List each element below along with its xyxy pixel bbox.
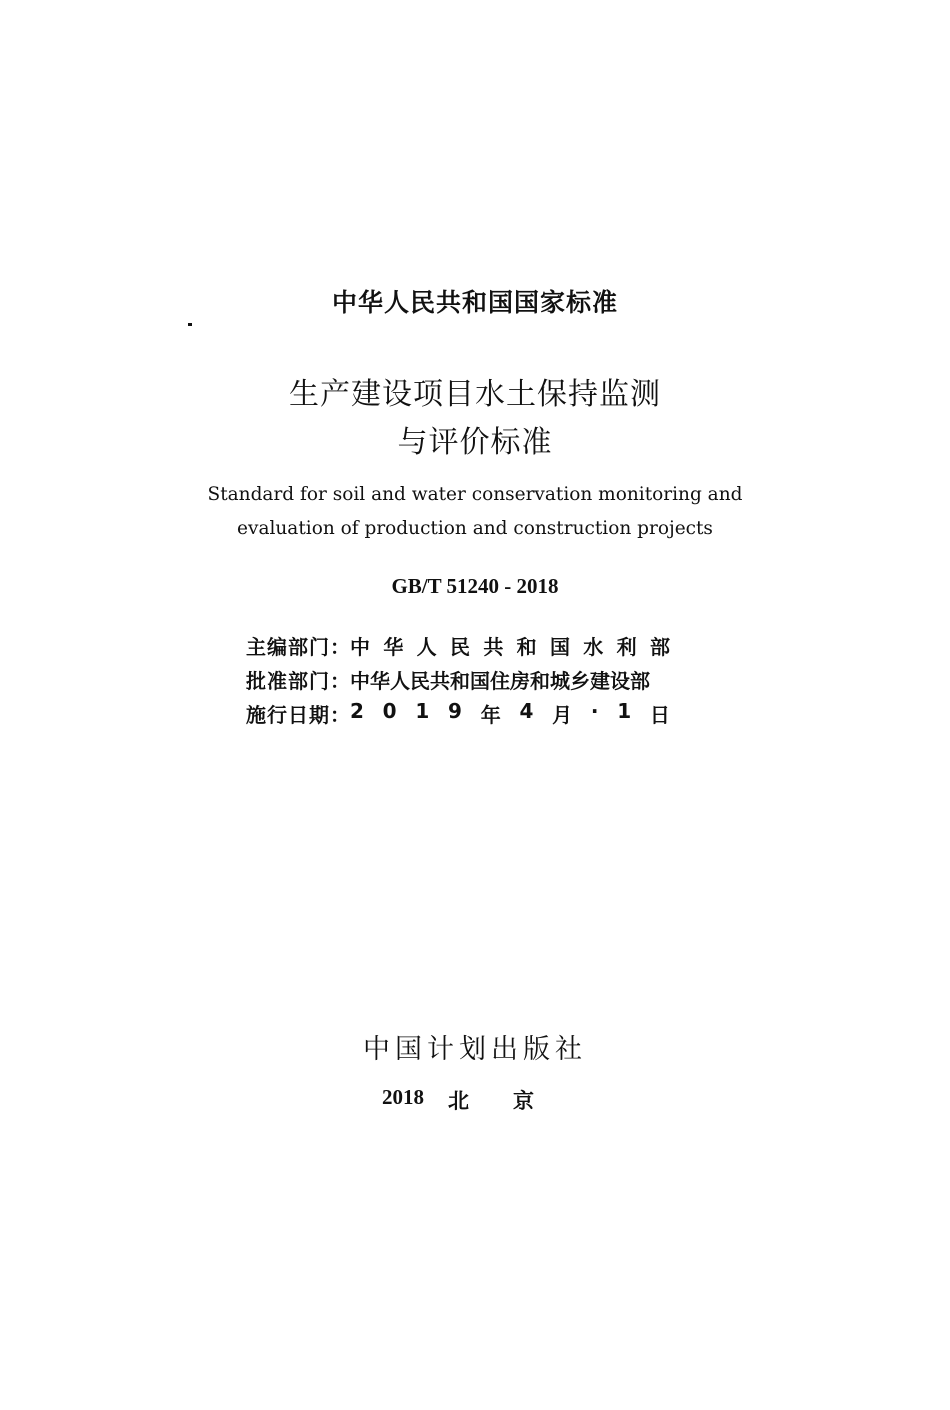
editor-char: 民	[449, 635, 470, 659]
editor-char: 共	[483, 635, 504, 659]
title-en-line-1: Standard for soil and water conservation monitoring and	[207, 484, 743, 505]
date-char: 1	[415, 699, 430, 723]
effective-date-row	[246, 699, 670, 727]
standard-type-heading: 中华人民共和国国家标准	[331, 288, 618, 317]
editor-char: 利	[616, 635, 637, 659]
effective-date-label: 施行日期：	[246, 703, 351, 727]
date-char: 1	[617, 699, 632, 723]
date-char: 年	[480, 703, 501, 727]
standard-code: GB/T 51240 - 2018	[391, 574, 559, 598]
effective-date-value	[350, 699, 670, 728]
editor-char: 国	[549, 635, 570, 659]
date-char: 2	[350, 699, 364, 723]
title-cn-line-1: 生产建设项目水土保持监测	[289, 377, 661, 412]
scan-speck	[188, 323, 192, 326]
editor-value	[350, 631, 670, 660]
title-en-line-2: evaluation of production and construction projects	[237, 518, 713, 539]
title-cn-line-2: 与评价标准	[397, 425, 553, 460]
editor-label: 主编部门：	[246, 635, 351, 659]
editor-char: 中	[350, 635, 370, 659]
publication-year: 2018	[382, 1085, 424, 1109]
editor-char: 和	[516, 635, 537, 659]
publication-place	[0, 1085, 950, 1113]
editor-row	[246, 631, 670, 659]
date-char: ·	[590, 699, 599, 723]
editor-char: 水	[583, 635, 604, 659]
editor-char: 部	[649, 635, 670, 659]
editor-char: 华	[383, 635, 404, 659]
date-char: 4	[519, 699, 534, 723]
city-char: 京	[513, 1089, 534, 1113]
city-char: 北	[448, 1089, 469, 1113]
date-char: 9	[448, 699, 462, 723]
approver-row	[246, 665, 670, 693]
approver-value: 中华人民共和国住房和城乡建设部	[350, 669, 650, 693]
approver-label: 批准部门：	[246, 669, 351, 693]
date-char: 月	[552, 703, 573, 727]
editor-char: 人	[416, 635, 437, 659]
date-char: 日	[649, 703, 670, 727]
publisher-name: 中国计划出版社	[363, 1034, 587, 1065]
date-char: 0	[382, 699, 397, 723]
publication-city	[448, 1085, 534, 1115]
